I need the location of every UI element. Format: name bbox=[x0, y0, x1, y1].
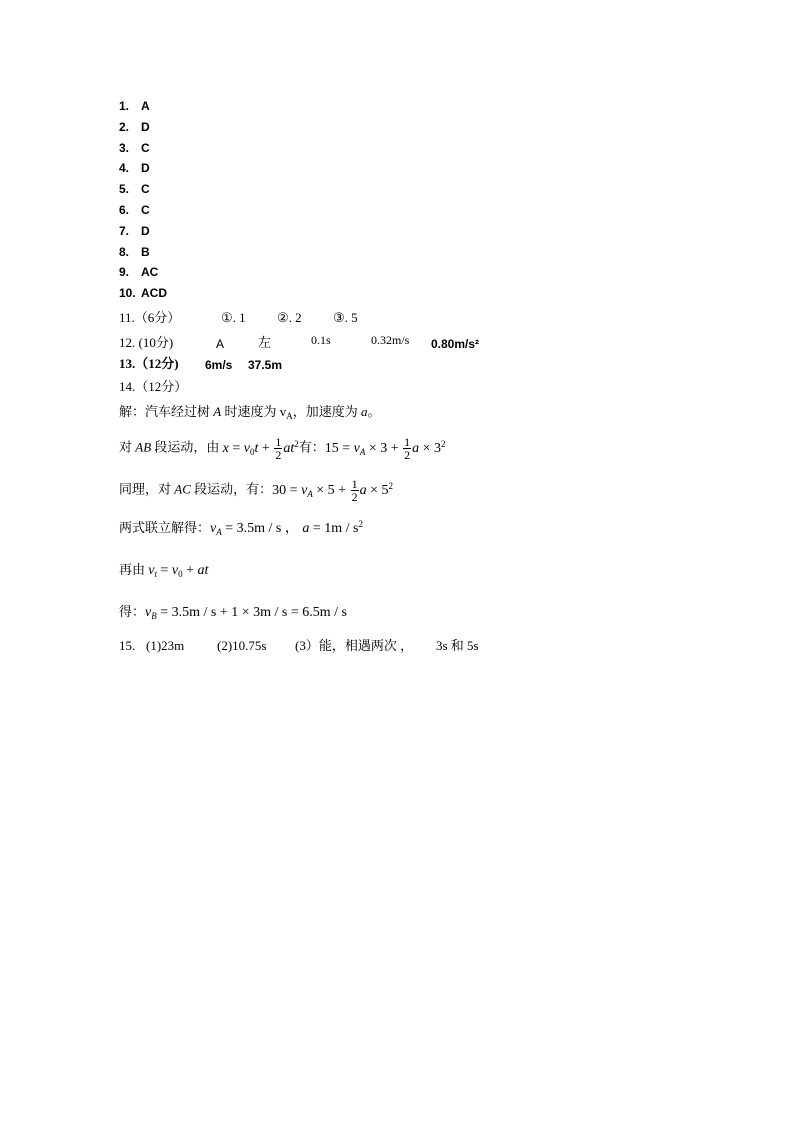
mc-answer-row bbox=[119, 141, 150, 155]
q12-answer-1: A bbox=[216, 337, 225, 351]
mc-answer-row bbox=[119, 99, 150, 113]
result-formula: $v_B = 3.5m / s + 1 \times 3m / s = 6.5m / s$ bbox=[145, 605, 347, 621]
mc-question-number: 9. bbox=[119, 265, 130, 280]
q14-result-text: 得： bbox=[119, 604, 146, 619]
q13-row bbox=[119, 356, 179, 372]
q11-answer-1: ①. 1 bbox=[221, 310, 246, 325]
q14-ab-text: 有： bbox=[298, 439, 325, 455]
mc-answer-letter: AC bbox=[141, 265, 159, 280]
q12-row bbox=[119, 335, 173, 351]
mc-answer-row bbox=[119, 120, 150, 134]
q11-answer-3: ③. 5 bbox=[333, 310, 358, 325]
q14-intro-text: 时速度为 v bbox=[221, 404, 287, 419]
q11-row bbox=[119, 310, 180, 326]
mc-question-number: 3. bbox=[119, 140, 130, 155]
ab-substituted-formula: $15 = v_A \times 3$ + $\frac{1}{2}$ $a \times 3^2$ bbox=[324, 435, 446, 462]
q14-velocity-formula bbox=[119, 562, 208, 579]
mc-answer-letter: D bbox=[141, 223, 150, 238]
kinematics-formula: $x = v_0t$ + $\frac{1}{2}$ $at^2$ bbox=[222, 435, 299, 462]
q14-ac-text: 同理，对 bbox=[119, 481, 175, 497]
q14-intro-point-a: A bbox=[213, 404, 222, 419]
velocity-formula: $v_t = v_0$ + at bbox=[148, 563, 209, 579]
q14-intro-subscript: A bbox=[286, 411, 293, 421]
mc-answer-row bbox=[119, 224, 150, 238]
mc-answer-letter: A bbox=[141, 99, 150, 113]
solution-formula: $v_A = 3.5m / s$ ， $a = 1m / s^2$ bbox=[210, 519, 363, 537]
mc-answer-row bbox=[119, 182, 150, 196]
mc-answer-letter: C bbox=[141, 203, 150, 217]
mc-answer-letter: ACD bbox=[141, 286, 167, 301]
q11-label: 11.（6分） bbox=[119, 310, 181, 325]
mc-answer-row bbox=[119, 203, 150, 217]
mc-question-number: 8. bbox=[119, 244, 130, 259]
q14-intro-text: ，加速度为 bbox=[292, 404, 361, 419]
q14-label: 14.（12分） bbox=[119, 379, 188, 394]
mc-answer-letter: D bbox=[141, 161, 150, 176]
mc-answer-letter: C bbox=[141, 182, 150, 197]
q14-intro-text: 解：汽车经过树 bbox=[119, 404, 214, 419]
q14-intro-accel: a bbox=[361, 404, 368, 419]
q11-answer-2: ②. 2 bbox=[277, 310, 302, 325]
q12-answer-4: 0.32m/s bbox=[371, 333, 410, 347]
mc-answer-row bbox=[119, 286, 167, 300]
mc-question-number: 2. bbox=[119, 119, 130, 134]
q14-ab-equation bbox=[119, 436, 446, 461]
q14-ac-text: 段运动，有： bbox=[190, 481, 273, 497]
mc-answer-letter: B bbox=[141, 244, 150, 259]
q15-answer-2: (2)10.75s bbox=[217, 638, 267, 653]
mc-question-number: 4. bbox=[119, 161, 130, 176]
q12-answer-2: 左 bbox=[258, 335, 272, 350]
mc-question-number: 6. bbox=[119, 203, 130, 217]
mc-question-number: 1. bbox=[119, 99, 130, 113]
q14-solution bbox=[119, 520, 363, 537]
q12-answer-3: 0.1s bbox=[311, 333, 331, 347]
q14-result bbox=[119, 604, 347, 621]
q15-answer-4: 3s 和 5s bbox=[436, 638, 479, 653]
q14-ab-text: 段运动，由 bbox=[151, 439, 223, 455]
q15-row bbox=[119, 638, 135, 654]
mc-question-number: 5. bbox=[119, 182, 130, 197]
mc-answer-letter: D bbox=[141, 119, 150, 134]
q15-label: 15. bbox=[119, 638, 136, 653]
q14-ac-equation bbox=[119, 478, 393, 503]
mc-answer-row bbox=[119, 265, 158, 279]
q15-answer-3: (3）能，相遇两次 ， bbox=[295, 638, 414, 653]
q14-ab-text: 对 bbox=[119, 439, 136, 455]
q14-ac-segment: AC bbox=[174, 481, 191, 497]
mc-answer-letter: C bbox=[141, 140, 150, 155]
q14-intro-text: 。 bbox=[367, 404, 381, 419]
mc-question-number: 10. bbox=[119, 286, 136, 301]
q14-ab-segment: AB bbox=[135, 439, 152, 455]
q12-label: 12. (10分) bbox=[119, 335, 174, 350]
q15-answer-1: (1)23m bbox=[146, 638, 185, 653]
q14-solution-text: 两式联立解得： bbox=[119, 520, 211, 535]
mc-answer-row bbox=[119, 161, 150, 175]
q13-answer-1: 6m/s bbox=[205, 358, 233, 372]
q12-answer-5: 0.80m/s² bbox=[431, 337, 480, 351]
mc-question-number: 7. bbox=[119, 223, 130, 238]
q13-label: 13.（12分) bbox=[119, 356, 179, 371]
mc-answer-row bbox=[119, 245, 150, 259]
q14-intro bbox=[119, 404, 381, 420]
q14-velocity-text: 再由 bbox=[119, 562, 149, 577]
ac-substituted-formula: $30 = v_A \times 5$ + $\frac{1}{2}$ $a \times 5^2$ bbox=[272, 477, 393, 504]
q13-answer-2: 37.5m bbox=[248, 358, 283, 372]
